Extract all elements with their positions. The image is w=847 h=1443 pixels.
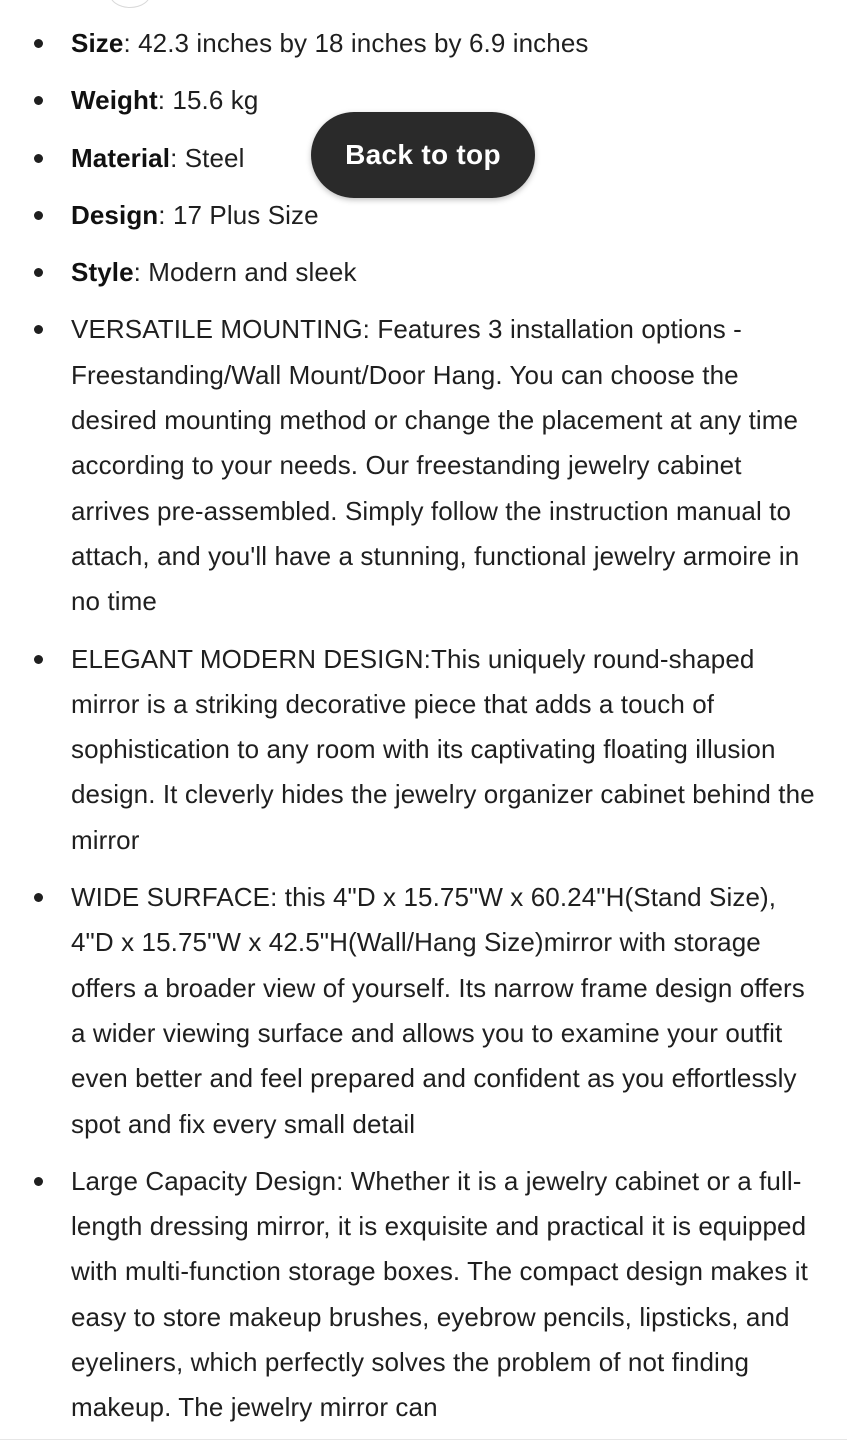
bullet-icon <box>34 39 43 48</box>
list-item-feature <box>0 875 847 1147</box>
spec-value: : Steel <box>170 142 245 173</box>
top-control-fragment <box>109 0 151 8</box>
spec-value: : 15.6 kg <box>157 85 259 116</box>
bullet-icon <box>34 96 43 105</box>
feature-text: VERSATILE MOUNTING: Features 3 installation options - Freestanding/Wall Mount/Door Hang. You can choose the desired mounting method or change the placement at any time according to your needs. Our freestanding jewelry cabinet arrives pre-assembled. Simply follow the instruction manual to attach, and you'll have a stunning, functional jewelry armoire in no time <box>71 314 800 617</box>
list-item-design <box>0 193 847 238</box>
spec-key: Material <box>71 142 171 173</box>
spec-value: : 17 Plus Size <box>158 199 319 230</box>
spec-key: Size <box>71 28 124 58</box>
bullet-icon <box>34 325 43 334</box>
bullet-icon <box>34 893 43 902</box>
feature-text: ELEGANT MODERN DESIGN:This uniquely round-shaped mirror is a striking decorative piece that adds a touch of sophistication to any room with its captivating floating illusion design. It cleverly hides the jewelry organizer cabinet behind the mirror <box>71 643 815 855</box>
bullet-icon <box>34 154 43 163</box>
list-item-feature <box>0 1159 847 1431</box>
list-item-size <box>0 21 847 66</box>
spec-key: Style <box>71 257 134 288</box>
spec-key: Design <box>71 199 159 230</box>
list-item-style <box>0 250 847 295</box>
bullet-icon <box>34 655 43 664</box>
spec-value: : Modern and sleek <box>133 257 357 288</box>
list-item-feature <box>0 637 847 863</box>
back-to-top-button[interactable]: Back to top <box>311 112 535 198</box>
feature-text: WIDE SURFACE: this 4"D x 15.75"W x 60.24"H(Stand Size), 4"D x 15.75"W x 42.5"H(Wall/Hang Size)mirror with storage offers a broader view of yourself. Its narrow frame design offers a wider viewing surface and allows you to examine your outfit even better and feel prepared and confident as you effortlessly spot and fix every small detail <box>71 882 805 1139</box>
spec-value: : 42.3 inches by 18 inches by 6.9 inches <box>123 28 589 58</box>
spec-key: Weight <box>71 85 158 116</box>
list-item-feature <box>0 307 847 624</box>
feature-text: Large Capacity Design: Whether it is a jewelry cabinet or a full-length dressing mirror, it is exquisite and practical it is equipped with multi-function storage boxes. The compact design makes it easy to store makeup brushes, eyebrow pencils, lipsticks, and eyeliners, which perfectly solves the problem of not finding makeup. The jewelry mirror can <box>71 1165 808 1423</box>
bullet-icon <box>34 1177 43 1186</box>
bullet-icon <box>34 211 43 220</box>
bullet-icon <box>34 268 43 277</box>
product-details-list <box>0 21 847 1443</box>
